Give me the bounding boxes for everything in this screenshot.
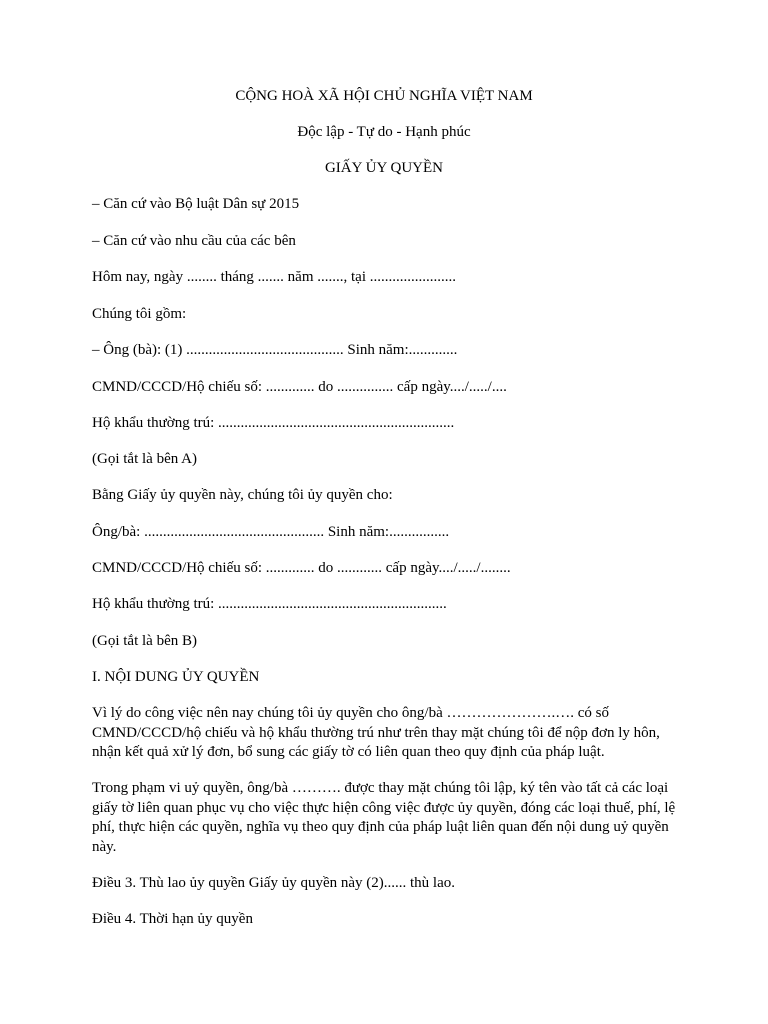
party-a-id-line: CMND/CCCD/Hộ chiếu số: ............. do ............... cấp ngày..../...../.... bbox=[92, 379, 507, 395]
party-b-intro: Bằng Giấy ủy quyền này, chúng tôi ủy quyền cho: bbox=[92, 487, 393, 503]
legal-basis-line-2: – Căn cứ vào nhu cầu của các bên bbox=[92, 233, 296, 249]
date-place-line: Hôm nay, ngày ........ tháng ....... năm ......., tại ....................... bbox=[92, 269, 456, 285]
article-3-line: Điều 3. Thù lao ủy quyền Giấy ủy quyền này (2)...... thù lao. bbox=[92, 875, 455, 891]
section-1-paragraph-1: Vì lý do công việc nên nay chúng tôi ủy quyền cho ông/bà ………………….…. có số CMND/CCCD/hộ chiếu và hộ khẩu thường trú như trên thay mặt chúng tôi để nộp đơn ly hôn, nhận kết quả xử lý đơn, bổ sung các giấy tờ có liên quan theo quy định của pháp luật. bbox=[92, 705, 660, 760]
legal-basis-line-1: – Căn cứ vào Bộ luật Dân sự 2015 bbox=[92, 196, 300, 212]
party-a-intro: Chúng tôi gồm: bbox=[92, 306, 187, 322]
national-motto: Độc lập - Tự do - Hạnh phúc bbox=[297, 124, 471, 140]
party-b-name-line: Ông/bà: ................................................ Sinh năm:................ bbox=[92, 524, 450, 540]
section-1-heading: I. NỘI DUNG ỦY QUYỀN bbox=[92, 669, 260, 685]
article-4-heading: Điều 4. Thời hạn ủy quyền bbox=[92, 911, 253, 927]
party-a-residence-line: Hộ khẩu thường trú: ............................................................... bbox=[92, 415, 455, 431]
party-a-name-line: – Ông (bà): (1) .......................................... Sinh năm:............. bbox=[92, 342, 458, 358]
party-b-residence-line: Hộ khẩu thường trú: ............................................................. bbox=[92, 596, 447, 612]
party-b-alias: (Gọi tắt là bên B) bbox=[92, 633, 197, 649]
party-a-alias: (Gọi tắt là bên A) bbox=[92, 451, 197, 467]
section-1-paragraph-2: Trong phạm vi uỷ quyền, ông/bà ………. được thay mặt chúng tôi lập, ký tên vào tất cả các loại giấy tờ liên quan phục vụ cho việc thực hiện công việc được ủy quyền, đóng các loại thuế, phí, lệ phí, thực hiện các quyền, nghĩa vụ theo quy định của pháp luật liên quan đến nội dung uỷ quyền này. bbox=[92, 780, 676, 855]
document-title: GIẤY ỦY QUYỀN bbox=[324, 160, 444, 176]
party-b-id-line: CMND/CCCD/Hộ chiếu số: ............. do ............ cấp ngày..../...../........ bbox=[92, 560, 511, 576]
country-name-heading: CỘNG HOÀ XÃ HỘI CHỦ NGHĨA VIỆT NAM bbox=[235, 88, 533, 104]
